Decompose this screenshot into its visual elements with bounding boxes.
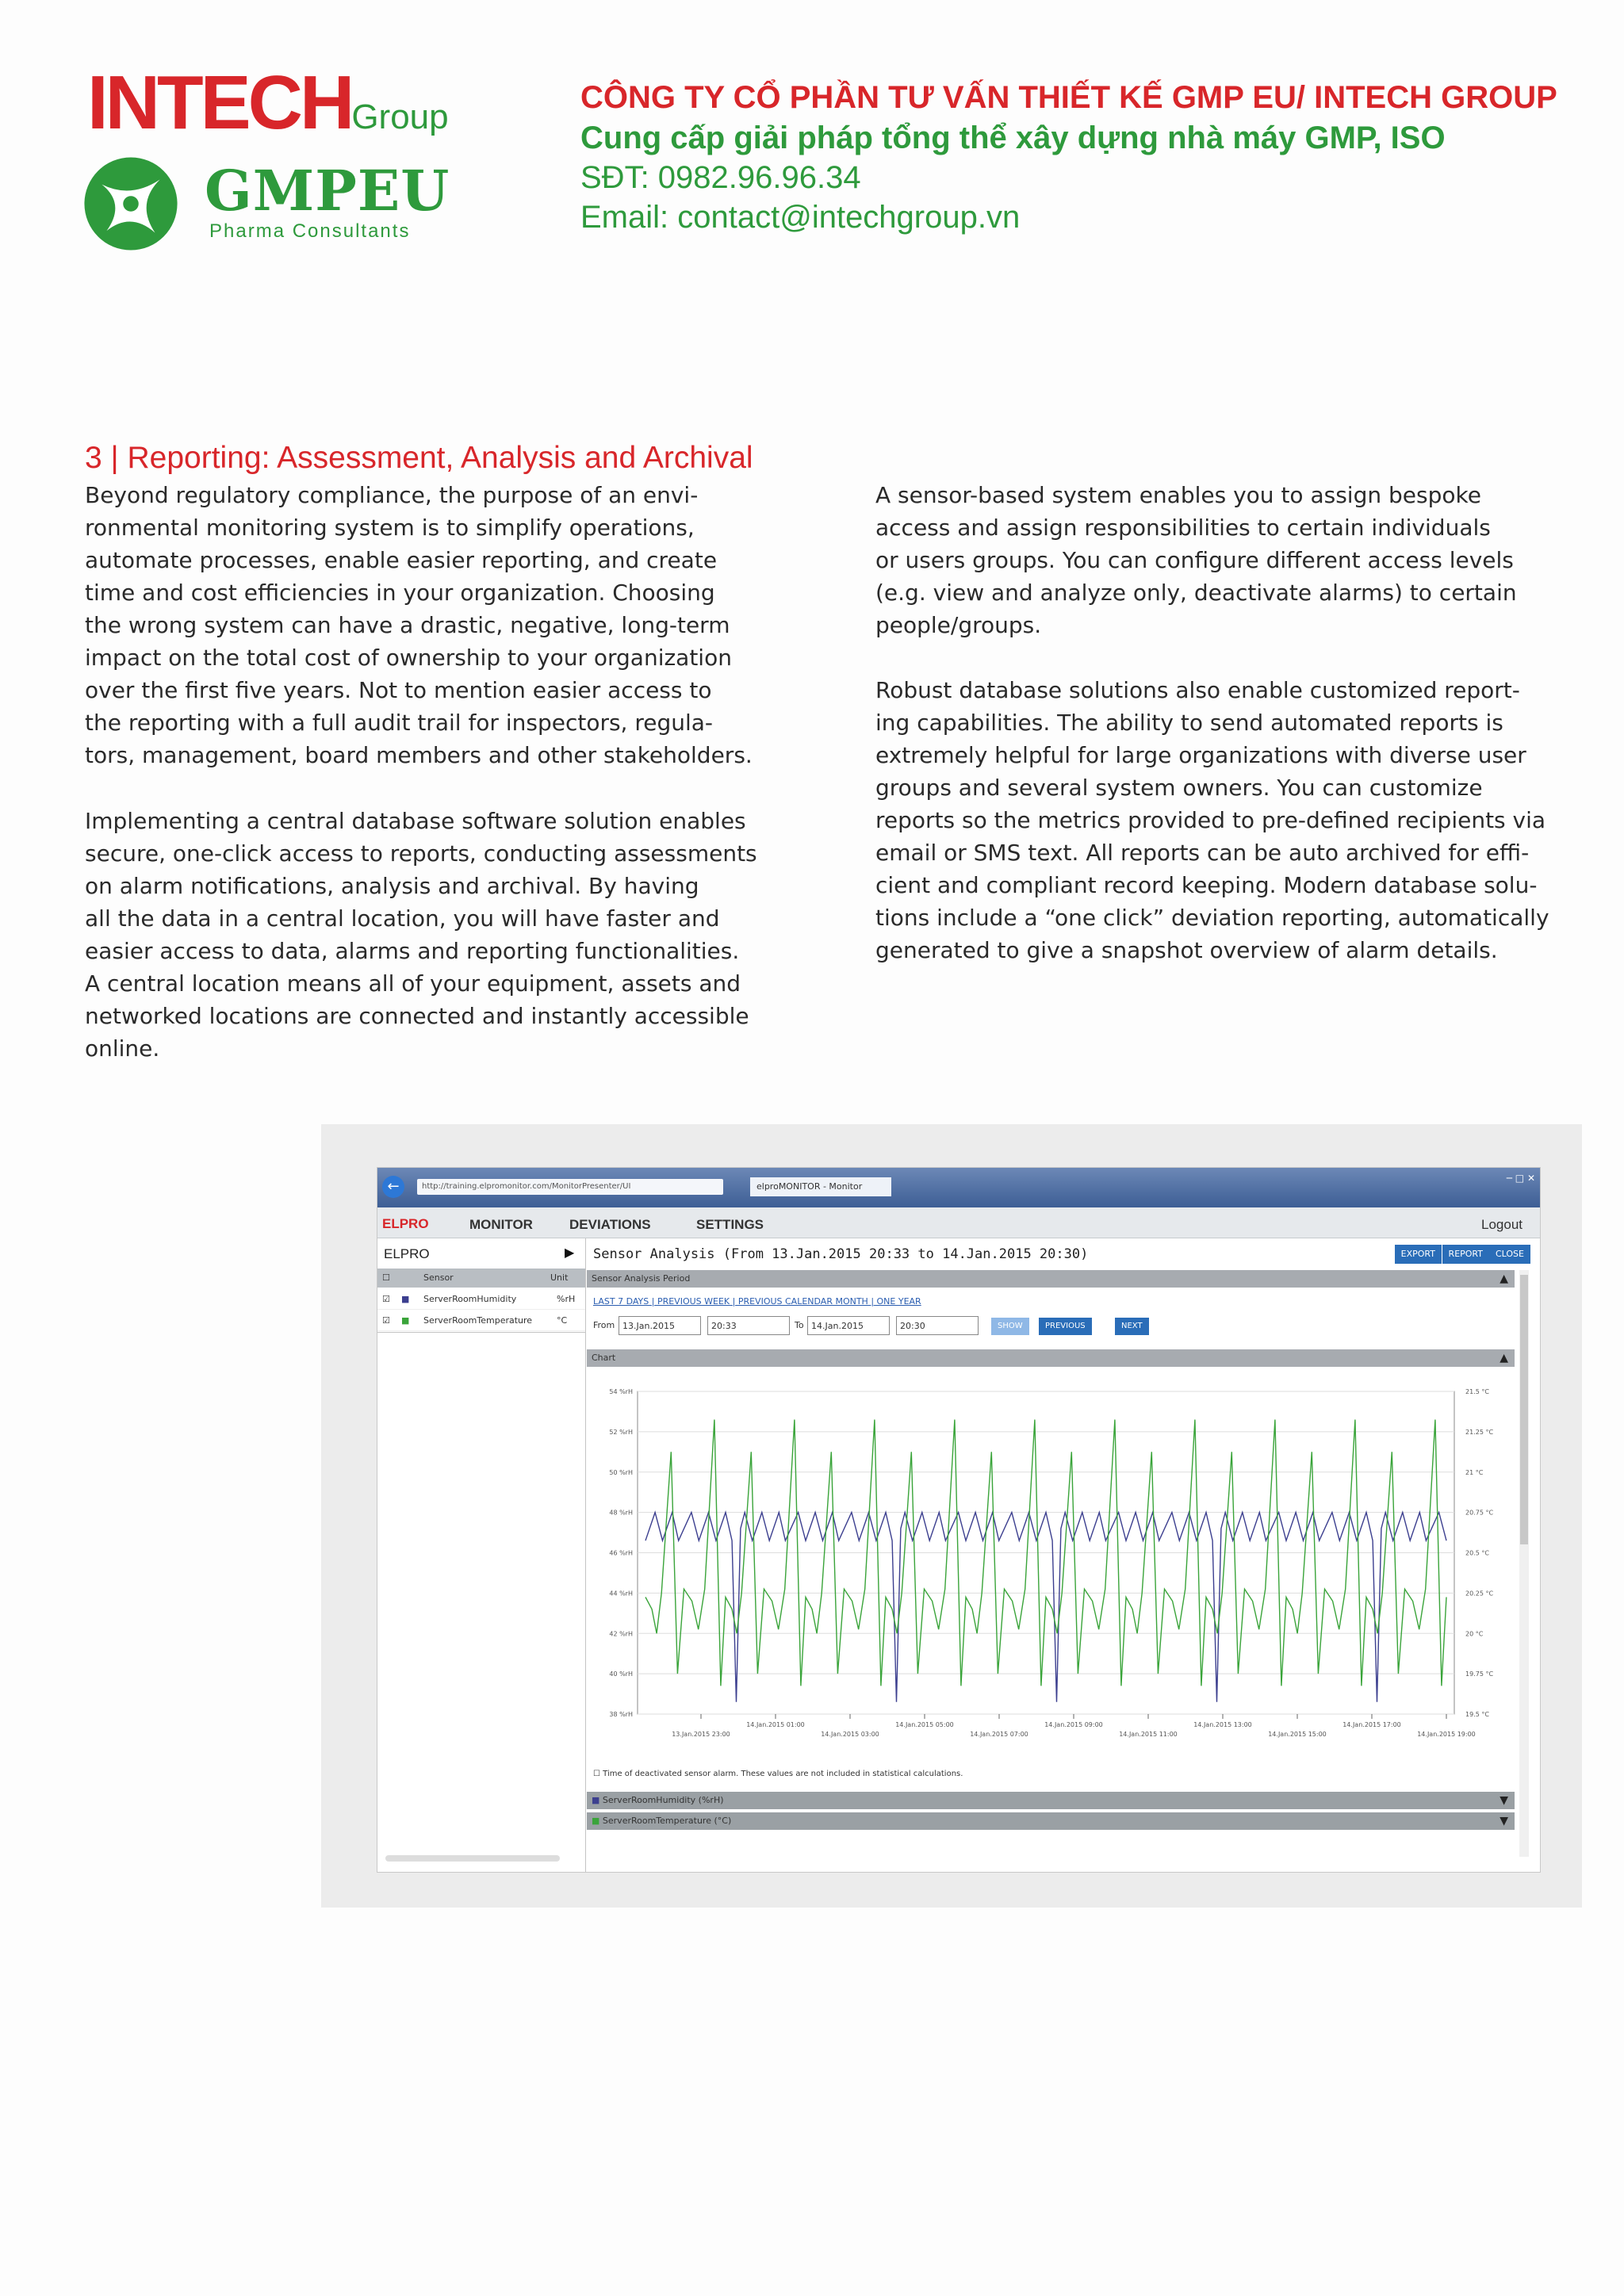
period-section-header[interactable] xyxy=(587,1270,1515,1288)
analysis-panel xyxy=(587,1238,1540,1872)
sensor-panel-title: ELPRO xyxy=(384,1246,430,1261)
temperature-swatch-icon: ■ xyxy=(592,1816,600,1826)
company-name: CÔNG TY CỔ PHẦN TƯ VẤN THIẾT KẾ GMP EU/ INTECH GROUP xyxy=(580,80,1557,115)
y-left-tick: 50 %rH xyxy=(609,1468,633,1476)
intech-logo: INTECHGroup xyxy=(87,60,449,145)
collapse-icon[interactable]: ▲ xyxy=(1500,1352,1508,1364)
previous-button[interactable]: PREVIOUS xyxy=(1039,1318,1092,1335)
sensor-row[interactable] xyxy=(377,1288,585,1310)
divider xyxy=(377,1332,585,1333)
sensor-table-header xyxy=(377,1269,585,1288)
browser-window xyxy=(377,1167,1541,1873)
y-left-tick: 48 %rH xyxy=(609,1509,633,1517)
sensor-unit: °C xyxy=(557,1315,568,1326)
expand-icon[interactable]: ▼ xyxy=(1500,1815,1508,1827)
humidity-legend: ServerRoomHumidity (%rH) xyxy=(602,1795,724,1805)
series-color-icon: ■ xyxy=(401,1294,410,1304)
temperature-legend-bar[interactable] xyxy=(587,1812,1515,1830)
series-color-icon: ■ xyxy=(401,1315,410,1326)
app-nav xyxy=(377,1207,1540,1238)
left-paragraph-2: Implementing a central database software solution enables secure, one-click access to reports, conducting assessments on alarm notifications, analysis and archival. By having all the data in a central location, you will have faster and easier access to data, alarms and reporting functionalities. A central location means all of your equipment, assets and networked locations are connected and instantly accessible online. xyxy=(85,808,757,1062)
deactivated-alarm-note[interactable]: ☐ Time of deactivated sensor alarm. These values are not included in statistical calculations. xyxy=(593,1770,963,1778)
logout-link[interactable]: Logout xyxy=(1481,1217,1522,1232)
sensor-row[interactable] xyxy=(377,1310,585,1331)
nav-deviations[interactable]: DEVIATIONS xyxy=(569,1217,651,1232)
y-right-tick: 20.75 °C xyxy=(1465,1509,1494,1517)
select-all-checkbox[interactable]: ☐ xyxy=(382,1272,390,1283)
x-tick-upper: 14.Jan.2015 09:00 xyxy=(1044,1721,1103,1728)
expand-icon[interactable]: ▼ xyxy=(1500,1794,1508,1807)
to-label: To xyxy=(795,1320,804,1330)
window-controls-icon[interactable]: ─ □ ✕ xyxy=(1506,1173,1535,1184)
checkbox-icon[interactable]: ☑ xyxy=(382,1294,390,1304)
gmpeu-logo-text: GMPEU xyxy=(205,158,450,224)
y-left-tick: 44 %rH xyxy=(609,1590,633,1598)
to-time-input[interactable]: 20:30 xyxy=(896,1316,979,1335)
col-sensor: Sensor xyxy=(423,1272,454,1283)
x-tick-upper: 14.Jan.2015 17:00 xyxy=(1342,1721,1401,1728)
y-right-tick: 19.75 °C xyxy=(1465,1670,1494,1678)
expand-arrow-icon[interactable]: ▶ xyxy=(565,1245,575,1260)
y-right-tick: 19.5 °C xyxy=(1465,1711,1489,1718)
sensor-name: ServerRoomTemperature xyxy=(423,1315,533,1326)
y-right-tick: 20 °C xyxy=(1465,1630,1484,1638)
vertical-scrollbar[interactable] xyxy=(1519,1270,1529,1857)
nav-monitor[interactable]: MONITOR xyxy=(469,1217,533,1232)
report-button[interactable]: REPORT xyxy=(1442,1245,1489,1264)
x-tick-lower: 14.Jan.2015 15:00 xyxy=(1268,1731,1327,1738)
y-right-tick: 20.5 °C xyxy=(1465,1549,1489,1557)
left-paragraph-1: Beyond regulatory compliance, the purpose of an envi- ronmental monitoring system is to simplify operations, automate processes, enable easier reporting, and create time and cost efficiencies in your organization. Choosing the wrong system can have a drastic, negative, long-term impact on the total cost of ownership to your organization over the first five years. Not to mention easier access to the reporting with a full audit trail for inspectors, regula- tors, management, board members and other stakeholders. xyxy=(85,482,753,768)
humidity-legend-bar[interactable] xyxy=(587,1792,1515,1809)
address-bar[interactable]: http://training.elpromonitor.com/MonitorPresenter/UI xyxy=(417,1179,723,1195)
period-quick-links[interactable]: LAST 7 DAYS | PREVIOUS WEEK | PREVIOUS CALENDAR MONTH | ONE YEAR xyxy=(593,1296,921,1307)
right-paragraph-1: A sensor-based system enables you to assign bespoke access and assign responsibilities to certain individuals or users groups. You can configure different access levels (e.g. view and analyze only, deactivate alarms) to certain people/groups. xyxy=(875,482,1517,638)
x-tick-upper: 14.Jan.2015 05:00 xyxy=(895,1721,954,1728)
y-left-tick: 38 %rH xyxy=(609,1711,633,1718)
col-unit: Unit xyxy=(550,1272,569,1283)
note-text: Time of deactivated sensor alarm. These values are not included in statistical calculations. xyxy=(603,1770,963,1778)
x-tick-lower: 13.Jan.2015 23:00 xyxy=(672,1731,730,1738)
y-right-tick: 21.25 °C xyxy=(1465,1428,1494,1436)
to-date-input[interactable]: 14.Jan.2015 xyxy=(807,1316,890,1335)
y-left-tick: 52 %rH xyxy=(609,1428,633,1436)
elpro-logo: ELPRO xyxy=(382,1216,429,1231)
y-right-tick: 21.5 °C xyxy=(1465,1388,1489,1395)
y-left-tick: 54 %rH xyxy=(609,1388,633,1395)
close-button[interactable]: CLOSE xyxy=(1489,1245,1530,1264)
x-tick-lower: 14.Jan.2015 11:00 xyxy=(1119,1731,1178,1738)
y-right-tick: 20.25 °C xyxy=(1465,1590,1494,1598)
analysis-title: Sensor Analysis (From 13.Jan.2015 20:33 to 14.Jan.2015 20:30) xyxy=(593,1246,1089,1262)
right-paragraph-2: Robust database solutions also enable customized report- ing capabilities. The ability to send automated reports is extremely helpful for large organizations with diverse user groups and several system owners. You can customize reports so the metrics provided to pre-defined recipients via email or SMS text. All reports can be auto archived for effi- cient and compliant record keeping. Modern database solu- tions include a “one click” deviation reporting, automatically generated to give a snapshot overview of alarm details. xyxy=(875,677,1549,963)
y-left-tick: 42 %rH xyxy=(609,1630,633,1638)
show-button[interactable]: SHOW xyxy=(991,1318,1029,1335)
company-email: Email: contact@intechgroup.vn xyxy=(580,200,1021,235)
collapse-icon[interactable]: ▲ xyxy=(1500,1272,1508,1285)
sensor-unit: %rH xyxy=(557,1294,576,1304)
horizontal-scrollbar[interactable] xyxy=(385,1855,560,1862)
from-time-input[interactable]: 20:33 xyxy=(707,1316,790,1335)
gmpeu-logo-icon xyxy=(82,155,179,252)
temperature-legend: ServerRoomTemperature (°C) xyxy=(602,1816,732,1826)
from-date-input[interactable]: 13.Jan.2015 xyxy=(619,1316,701,1335)
company-tagline: Cung cấp giải pháp tổng thể xây dựng nhà máy GMP, ISO xyxy=(580,121,1446,155)
period-section-title: Sensor Analysis Period xyxy=(592,1273,691,1284)
next-button[interactable]: NEXT xyxy=(1115,1318,1149,1335)
x-tick-lower: 14.Jan.2015 19:00 xyxy=(1417,1731,1476,1738)
sensor-panel xyxy=(377,1238,586,1872)
y-right-tick: 21 °C xyxy=(1465,1468,1484,1476)
checkbox-icon[interactable]: ☑ xyxy=(382,1315,390,1326)
from-label: From xyxy=(593,1320,615,1330)
browser-toolbar xyxy=(377,1168,1540,1207)
gmpeu-logo-subtitle: Pharma Consultants xyxy=(209,220,411,242)
chart-section-header[interactable] xyxy=(587,1349,1515,1367)
y-left-tick: 46 %rH xyxy=(609,1549,633,1557)
intech-logo-group: Group xyxy=(351,98,449,136)
company-phone: SĐT: 0982.96.96.34 xyxy=(580,160,861,195)
section-title: 3 | Reporting: Assessment, Analysis and Archival xyxy=(85,441,753,475)
export-button[interactable]: EXPORT xyxy=(1395,1245,1442,1264)
x-tick-lower: 14.Jan.2015 03:00 xyxy=(821,1731,879,1738)
sensor-chart xyxy=(590,1377,1513,1766)
sensor-name: ServerRoomHumidity xyxy=(423,1294,517,1304)
back-arrow-icon[interactable]: ← xyxy=(382,1176,404,1198)
y-left-tick: 40 %rH xyxy=(609,1670,633,1678)
browser-tab[interactable]: elproMONITOR - Monitor xyxy=(750,1177,891,1196)
x-tick-upper: 14.Jan.2015 13:00 xyxy=(1193,1721,1252,1728)
humidity-swatch-icon: ■ xyxy=(592,1795,600,1805)
x-tick-upper: 14.Jan.2015 01:00 xyxy=(746,1721,805,1728)
chart-section-title: Chart xyxy=(592,1353,616,1363)
nav-settings[interactable]: SETTINGS xyxy=(696,1217,764,1232)
x-tick-lower: 14.Jan.2015 07:00 xyxy=(970,1731,1028,1738)
